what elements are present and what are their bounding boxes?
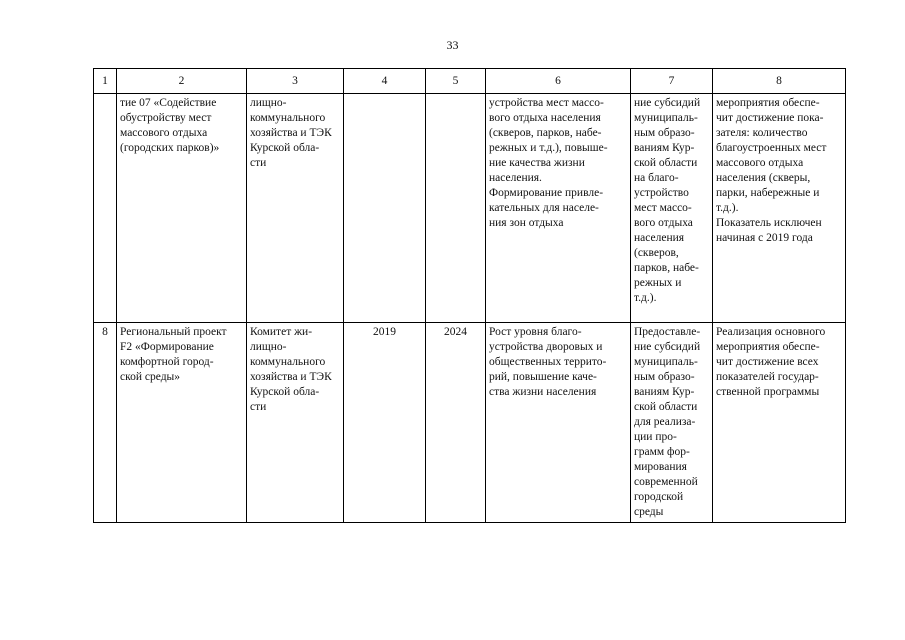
executor-cell: Комитет жи- лищно- коммунального хозяйства и ТЭК Курской обла- сти bbox=[247, 323, 344, 523]
measure-name-cell: Региональный проект F2 «Формирование комфортной город- ской среды» bbox=[117, 323, 247, 523]
column-header: 4 bbox=[344, 69, 426, 94]
content-cell: Предоставле- ние субсидий муниципаль- ным образо- ваниям Кур- ской области для реализа- ции про- грамм фор- мирования современной городской среды bbox=[631, 323, 713, 523]
end-year-cell: 2024 bbox=[426, 323, 486, 523]
program-table bbox=[93, 68, 846, 523]
row-number-cell bbox=[94, 94, 117, 323]
column-header: 3 bbox=[247, 69, 344, 94]
column-header: 6 bbox=[486, 69, 631, 94]
start-year-cell: 2019 bbox=[344, 323, 426, 523]
expected-result-cell: Рост уровня благо- устройства дворовых и общественных террито- рий, повышение каче- ства жизни населения bbox=[486, 323, 631, 523]
column-header: 8 bbox=[713, 69, 846, 94]
expected-result-cell: устройства мест массо- вого отдыха населения (скверов, парков, набе- режных и т.д.), повыше- ние качества жизни населения. Формирование привле- кательных для населе- ния зон отдыха bbox=[486, 94, 631, 323]
column-header: 2 bbox=[117, 69, 247, 94]
page-number: 33 bbox=[446, 38, 459, 52]
column-header: 5 bbox=[426, 69, 486, 94]
measure-name-cell: тие 07 «Содействие обустройству мест массового отдыха (городских парков)» bbox=[117, 94, 247, 323]
indicator-link-cell: Реализация основного мероприятия обеспе- чит достижение всех показателей государ- ственной программы bbox=[713, 323, 846, 523]
column-header: 7 bbox=[631, 69, 713, 94]
start-year-cell bbox=[344, 94, 426, 323]
end-year-cell bbox=[426, 94, 486, 323]
indicator-link-cell: мероприятия обеспе- чит достижение пока- зателя: количество благоустроенных мест массового отдыха населения (скверы, парки, набережные и т.д.). Показатель исключен начиная с 2019 года bbox=[713, 94, 846, 323]
table-row bbox=[94, 94, 846, 323]
row-number-cell: 8 bbox=[94, 323, 117, 523]
table-row bbox=[94, 323, 846, 523]
column-header-row bbox=[94, 69, 846, 94]
column-header: 1 bbox=[94, 69, 117, 94]
content-cell: ние субсидий муниципаль- ным образо- ваниям Кур- ской области на благо- устройство мест массо- вого отдыха населения (скверов, парков, набе- режных и т.д.). bbox=[631, 94, 713, 323]
executor-cell: лищно- коммунального хозяйства и ТЭК Курской обла- сти bbox=[247, 94, 344, 323]
